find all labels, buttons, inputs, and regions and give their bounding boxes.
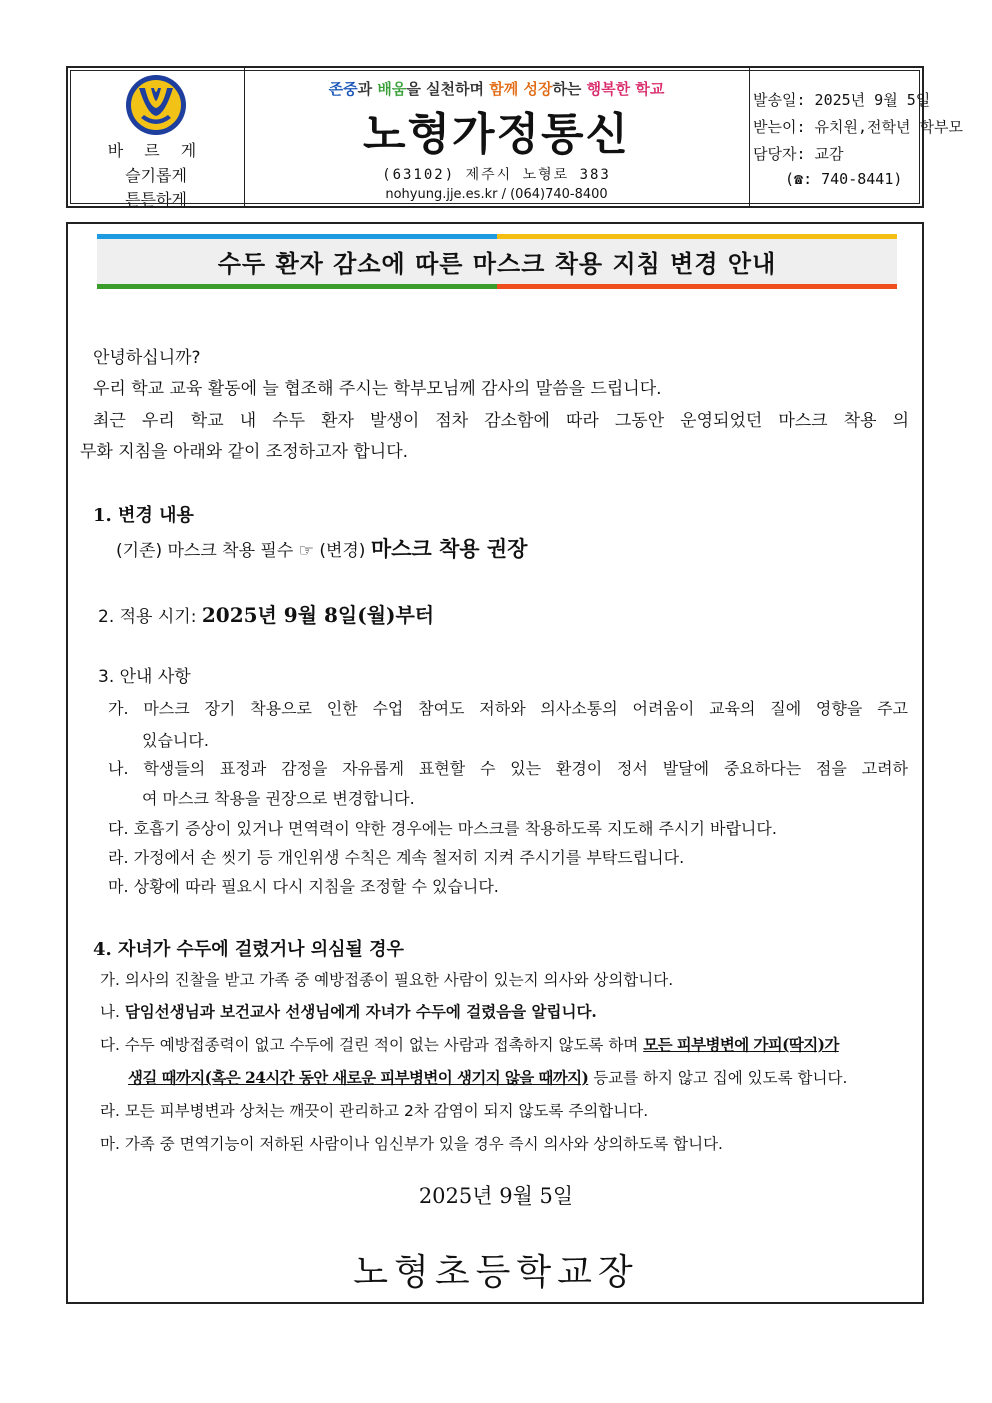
phone-icon: ☎ [794, 170, 804, 188]
section-3-heading: 3. 안내 사항 [98, 667, 191, 687]
slogan-happy-school: 행복한 학교 [586, 80, 665, 98]
section-4-item-a: 가. 의사의 진찰을 받고 가족 중 예방접종이 필요한 사람이 있는지 의사와 상의합니다. [100, 971, 674, 989]
intro-paragraph-3: 무화 지침을 아래와 같이 조정하고자 합니다. [80, 442, 409, 462]
section-3-item-a-line-2: 있습니다. [142, 731, 209, 750]
section-4-heading: 4. 자녀가 수두에 걸렸거나 의심될 경우 [93, 939, 404, 960]
slogan-growth: 성장 [523, 80, 553, 98]
banner-stripe-green [97, 284, 497, 289]
slogan-together: 함께 [489, 80, 524, 98]
section-2-label: 2. 적용 시기: [98, 607, 202, 627]
slogan-learning: 배움 [377, 80, 407, 98]
motto-line-2: 슬기롭게 [125, 166, 187, 185]
section-4-item-d: 라. 모든 피부병변과 상처는 깨끗이 관리하고 2차 감염이 되지 않도록 주의합니다. [100, 1102, 649, 1120]
manager: 담당자: 교감 [753, 145, 844, 163]
section-4-item-c-underline-2: 생길 때까지(혹은 24시간 동안 새로운 피부병변이 생기지 않을 때까지) [128, 1068, 589, 1087]
school-emblem-icon [125, 74, 187, 136]
phone-open-paren: ( [785, 170, 795, 188]
school-address: (63102) 제주시 노형로 383 [382, 167, 611, 183]
greeting: 안녕하십니까? [93, 348, 201, 368]
school-website: nohyung.jje.es.kr / (064)740-8400 [385, 187, 608, 202]
sent-date: 발송일: 2025년 9월 5일 [753, 91, 931, 109]
section-4-item-b-prefix: 나. [100, 1003, 125, 1021]
slogan-text-1: 과 [357, 80, 378, 98]
change-after: 마스크 착용 권장 [370, 537, 528, 561]
section-3-item-b-line-2: 여 마스크 착용을 권장으로 변경합니다. [142, 789, 415, 808]
section-4-item-b [100, 1000, 597, 1022]
section-4-item-b-bold: 담임선생님과 보건교사 선생님에게 자녀가 수두에 걸렸음을 알립니다. [124, 1002, 597, 1021]
intro-paragraph-2: 최근 우리 학교 내 수두 환자 발생이 점차 감소함에 따라 그동안 운영되었던 마스크 착용 의 [93, 411, 909, 431]
section-4-item-c-plain-2: 등교를 하지 않고 집에 있도록 합니다. [588, 1069, 848, 1087]
intro-paragraph-1: 우리 학교 교육 활동에 늘 협조해 주시는 학부모님께 감사의 말씀을 드립니다. [93, 379, 662, 399]
title-banner [97, 234, 897, 289]
document-title: 수두 환자 감소에 따른 마스크 착용 지침 변경 안내 [217, 250, 777, 278]
banner-stripe-blue [97, 234, 497, 239]
section-3-item-d: 라. 가정에서 손 씻기 등 개인위생 수칙은 계속 철저히 지켜 주시기를 부탁드립니다. [108, 848, 685, 867]
section-4-item-c-line-1 [100, 1033, 839, 1055]
newsletter-brand-title: 노형가정통신 [362, 109, 631, 160]
section-4-item-c-underline-1: 모든 피부병변에 가피(딱지)가 [643, 1035, 839, 1054]
change-before: (기존) 마스크 착용 필수 ☞ (변경) [116, 541, 371, 561]
phone-number: : 740-8441) [803, 170, 903, 188]
section-4-item-c-line-2 [128, 1066, 847, 1088]
section-3-item-a-line-1: 가. 마스크 장기 착용으로 인한 수업 참여도 저하와 의사소통의 어려움이 교육의 질에 영향을 주고 [108, 699, 908, 718]
section-3-item-b-line-1: 나. 학생들의 표정과 감정을 자유롭게 표현할 수 있는 환경이 정서 발달에 중요하다는 점을 고려하 [108, 759, 908, 778]
header-right-cell [749, 68, 964, 206]
recipient: 받는이: 유치원,전학년 학부모 [753, 118, 964, 136]
slogan-respect: 존중 [328, 80, 358, 98]
section-4-item-c-plain-1: 다. 수두 예방접종력이 없고 수두에 걸린 적이 없는 사람과 접촉하지 않도록 하며 [100, 1036, 644, 1054]
section-2 [98, 599, 434, 628]
principal-signature: 노형초등학교장 [353, 1252, 639, 1293]
banner-stripe-red [497, 284, 897, 289]
slogan-text-3: 하는 [552, 80, 587, 98]
section-3-item-e: 마. 상황에 따라 필요시 다시 지침을 조정할 수 있습니다. [108, 877, 499, 896]
banner-stripe-yellow [497, 234, 897, 239]
school-slogan [244, 78, 749, 99]
section-4-item-e: 마. 가족 중 면역기능이 저하된 사람이나 임신부가 있을 경우 즉시 의사와 상의하도록 합니다. [100, 1135, 723, 1153]
motto-line-1: 바 르 게 [107, 141, 205, 160]
newsletter-header [66, 66, 964, 209]
slogan-text-2: 을 실천하며 [406, 80, 490, 98]
header-left-cell [68, 68, 245, 209]
motto-line-3: 튼튼하게 [125, 190, 187, 209]
contact-phone [785, 170, 902, 188]
issue-date: 2025년 9월 5일 [418, 1184, 574, 1208]
section-3-item-c: 다. 호흡기 증상이 있거나 면역력이 약한 경우에는 마스크를 착용하도록 지도해 주시기 바랍니다. [108, 819, 777, 838]
section-2-value: 2025년 9월 8일(월)부터 [201, 603, 435, 627]
header-middle-cell [244, 68, 750, 206]
section-1-heading: 1. 변경 내용 [93, 505, 194, 526]
section-1-content [116, 533, 527, 563]
